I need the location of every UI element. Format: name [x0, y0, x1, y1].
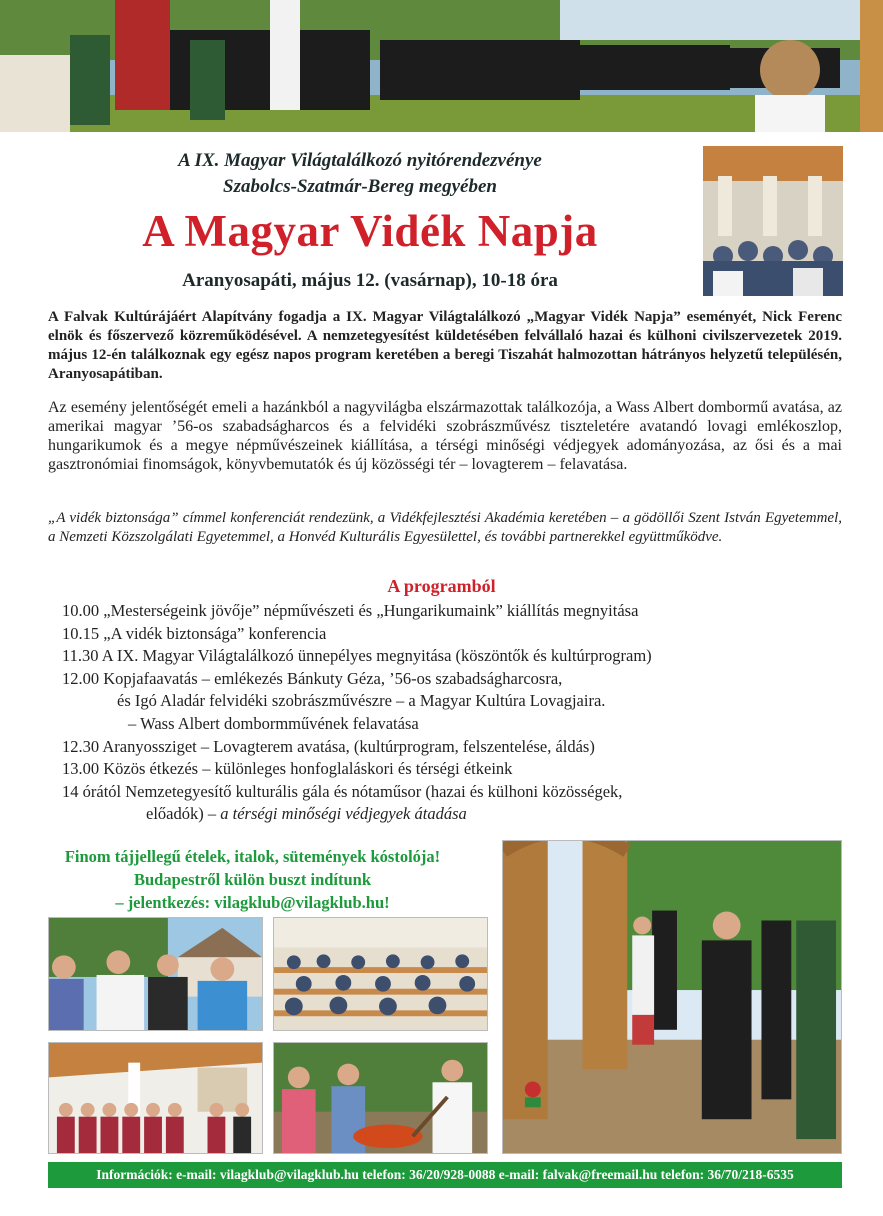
event-description-paragraph: Az esemény jelentőségét emeli a hazánkból a nagyvilágba elszármazottak találkozója, a Wass Albert dombormű avatása, az amerikai magyar ’56-os szabadságharcos és a felvidéki szobrászművész tiszteletére avatandó lovagi emlékoszlop, hungarikumok és a megye népművészeinek kiállítása, a térségi minőségi védjegyek adományozása, az ősi és a mai gasztronómiai finomságok, könyvbemutatók és új közösségi tér – lovagterem – felavatása. — [48, 399, 842, 473]
program-item-performers: előadók) — [146, 804, 204, 824]
program-item: 13.00 Közös étkezés – különleges honfoglaláskori és térségi étkeink — [62, 759, 513, 779]
program-list — [62, 600, 852, 826]
gate-ceremony-photo — [502, 840, 842, 1154]
program-item-trademarks: – a térségi minőségi védjegyek átadása — [207, 804, 467, 824]
registration-note: – jelentkezés: vilagklub@vilagklub.hu! — [115, 893, 390, 912]
program-item-continuation: – Wass Albert dombormművének felavatása — [128, 713, 419, 733]
bus-note: Budapestről külön buszt indítunk — [133, 870, 372, 889]
cooking-photo — [273, 1042, 488, 1154]
top-banner-photo — [0, 0, 883, 132]
program-item-continuation: és Igó Aladár felvidéki szobrászművészre – a Magyar Kultúra Lovagjaira. — [117, 691, 606, 711]
page-title: A Magyar Vidék Napja — [142, 206, 598, 256]
program-item: 12.00 Kopjafaavatás – emlékezés Bánkuty Géza, ’56-os szabadságharcosra, — [62, 668, 563, 688]
event-subtitle-line2: Szabolcs-Szatmár-Bereg megyében — [223, 176, 497, 197]
folk-choir-photo — [48, 1042, 263, 1154]
conference-hall-photo — [273, 917, 488, 1031]
program-heading: A programból — [387, 576, 496, 596]
program-item: 10.15 „A vidék biztonsága” konferencia — [62, 623, 327, 643]
contact-footer: Információk: e-mail: vilagklub@vilagklub.hu telefon: 36/20/928-0088 e-mail: falvak@freemail.hu telefon: 36/70/218-6535 — [48, 1162, 842, 1188]
program-item: 11.30 A IX. Magyar Világtalálkozó ünnepélyes megnyitása (köszöntők és kultúrprogram) — [62, 646, 652, 666]
conference-paragraph: „A vidék biztonsága” címmel konferenciát rendezünk, a Vidékfejlesztési Akadémia keretében – a gödöllői Szent István Egyetemmel, a Nemzeti Közszolgálati Egyetemmel, a Honvéd Kulturális Egyesülettel, és további partnerekkel együttműködve. — [48, 510, 842, 545]
program-item: 14 órától Nemzetegyesítő kulturális gála és nótaműsor (hazai és külhoni közösségek, — [62, 781, 623, 801]
audience-photo — [703, 146, 843, 296]
program-item-continuation — [62, 803, 852, 826]
program-item: 10.00 „Mesterségeink jövője” népművészeti és „Hungarikumaink” kiállítás megnyitása — [62, 601, 639, 620]
intro-paragraph: A Falvak Kultúrájáért Alapítvány fogadja a IX. Magyar Világtalálkozó „Magyar Vidék Napja” eseményét, Nick Ferenc elnök és főszervező közreműködésével. A nemzetegyesítést küldetésében felvállaló hazai és külhoni civilszervezetek 2019. május 12-én találkoznak egy egész napos program keretében a beregi Tiszahát halmozottan hátrányos helyzetű településén, Aranyosapátiban. — [48, 309, 842, 382]
tasting-note: Finom tájjellegű ételek, italok, sütemények kóstolója! — [64, 847, 441, 866]
program-item: 12.30 Aranyossziget – Lovagterem avatása, (kultúrprogram, felszentelése, áldás) — [62, 736, 595, 756]
event-date-line: Aranyosapáti, május 12. (vasárnap), 10-18 óra — [182, 270, 558, 291]
group-portrait-photo — [48, 917, 263, 1031]
event-subtitle-line1: A IX. Magyar Világtalálkozó nyitórendezvénye — [178, 150, 542, 171]
